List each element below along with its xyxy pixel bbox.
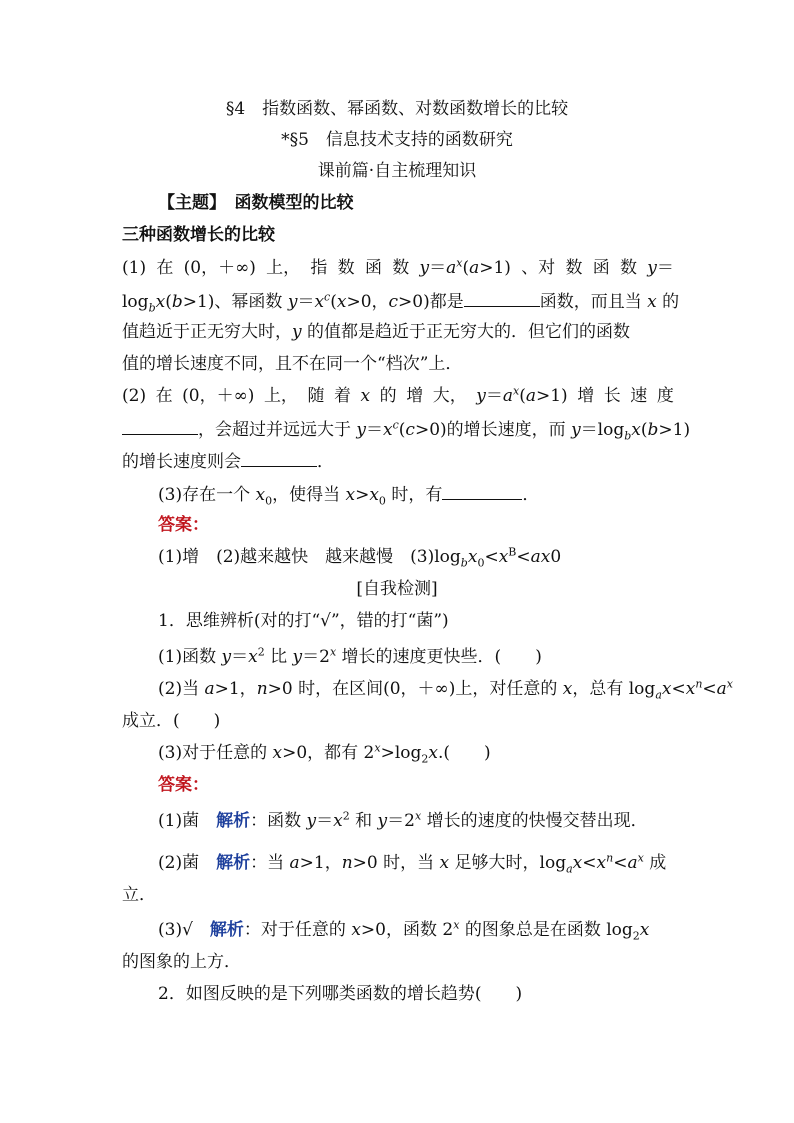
para1-line4: 值的增长速度不同，且不在同一个“档次”上． bbox=[122, 354, 463, 374]
analysis-label: 解析 bbox=[216, 811, 251, 831]
topic-heading bbox=[158, 191, 354, 215]
title-line-2: *§5 信息技术支持的函数研究 bbox=[281, 130, 513, 150]
answer-label: 答案： bbox=[158, 515, 209, 535]
para1-line1: (1) 在 (0，＋∞) 上， 指 数 函 数 $y=a^x(a>1)$ 、对 数 函 数 y＝ bbox=[122, 256, 674, 278]
answer-label-2: 答案： bbox=[158, 775, 209, 795]
para1-line3: 值趋近于正无穷大时，y 的值都是趋近于正无穷大的．但它们的函数 bbox=[122, 322, 631, 342]
title-line-1: §4 指数函数、幂函数、对数函数增长的比较 bbox=[225, 99, 569, 119]
para2-line1: (2) 在 (0，＋∞) 上， 随 着 x 的 增 大， $y=a^x(a>1)$ 增 长 速 度 bbox=[122, 384, 674, 406]
title-line-3: 课前篇·自主梳理知识 bbox=[317, 161, 477, 181]
question-1-item-2-line1: (2)当 a>1，n>0 时，在区间(0，＋∞)上，对任意的 x，总有 $\log_ax<x^n<a^x$ bbox=[158, 677, 734, 702]
analysis-2-line2: 立． bbox=[122, 885, 156, 905]
topic-text: 函数模型的比较 bbox=[234, 193, 354, 213]
analysis-label: 解析 bbox=[209, 920, 244, 940]
answer-line-1: (1)增 (2)越来越快 越来越慢 $(3)\log_bx_0<x^B<ax0$ bbox=[158, 545, 562, 570]
topic-label: 【主题】 bbox=[158, 193, 218, 213]
para1-line2: $\log_bx(b>1)$、幂函数 $y=x^c(x>0$，c>0)都是 函数，而且当 x 的 bbox=[122, 288, 679, 314]
answer-blank bbox=[122, 416, 198, 435]
question-1-item-1: (1)函数 $y=x^2$ 比 $y=2^x$ 增长的速度更快些．( ) bbox=[158, 645, 542, 667]
question-1-title: 1．思维辨析(对的打“√”，错的打“菌”) bbox=[158, 611, 449, 631]
question-1-item-3: (3)对于任意的 x>0，都有 $2^x>\log_2x$.( ) bbox=[158, 741, 491, 766]
self-check-heading: [自我检测] bbox=[356, 579, 438, 599]
answer-blank bbox=[442, 481, 522, 500]
analysis-1: (1)菌 解析：函数 $y=x^2$ 和 $y=2^x$ 增长的速度的快慢交替出现． bbox=[158, 809, 648, 831]
answer-text: (1)增 (2)越来越快 越来越慢 (3)log bbox=[158, 547, 461, 567]
answer-blank bbox=[241, 448, 317, 467]
analysis-3-line1: (3)√ 解析：对于任意的 x>0，函数 2$^x$ 的图象总是在函数 $\log_2x$ bbox=[158, 918, 650, 943]
question-2-title: 2．如图反映的是下列哪类函数的增长趋势( ) bbox=[158, 984, 523, 1004]
analysis-label: 解析 bbox=[216, 853, 251, 873]
analysis-3-line2: 的图象的上方． bbox=[122, 952, 241, 972]
para3-line1: (3)存在一个 $x_0$，使得当 $x>x_0$ 时，有 ． bbox=[158, 481, 539, 507]
answer-blank bbox=[464, 288, 540, 307]
para2-line2: ，会超过并远远大于 $y=x^c(c>0)$的增长速度，而 $y=\log_bx(b>1)$ bbox=[122, 416, 690, 442]
para2-line3: 的增长速度则会 ． bbox=[122, 448, 334, 474]
analysis-2-line1: (2)菌 解析：当 a>1，n>0 时，当 x 足够大时，$\log_ax<x^n<a^x$ 成 bbox=[158, 851, 667, 876]
section-title: 三种函数增长的比较 bbox=[122, 225, 275, 245]
question-1-item-2-line2: 成立．( ) bbox=[122, 711, 221, 731]
